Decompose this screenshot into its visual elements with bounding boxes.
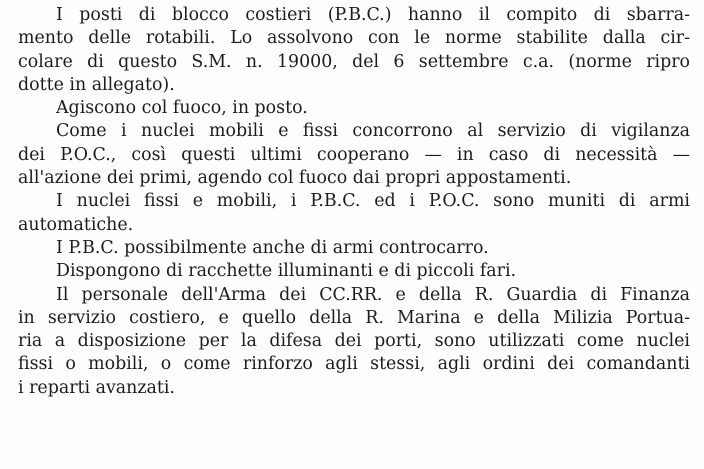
text-line: in servizio costiero, e quello della R. Marina e della Milizia Portua- — [18, 307, 690, 328]
text-line: I nuclei fissi e mobili, i P.B.C. ed i P.O.C. sono muniti di armi — [56, 191, 690, 212]
text-line: colare di questo S.M. n. 19000, del 6 settembre c.a. (norme ripro — [18, 51, 690, 72]
text-line: dotte in allegato). — [18, 74, 175, 95]
text-line: Agiscono col fuoco, in posto. — [56, 98, 308, 119]
text-line: Come i nuclei mobili e fissi concorrono al servizio di vigilanza — [56, 121, 690, 142]
text-line: I posti di blocco costieri (P.B.C.) hanno il compito di sbarra- — [56, 5, 690, 25]
text-line: automatiche. — [18, 214, 134, 235]
text-line: ria a disposizione per la difesa dei porti, sono utilizzati come nuclei — [18, 331, 690, 352]
text-line: Dispongono di racchette illuminanti e di piccoli fari. — [56, 261, 517, 282]
text-line: dei P.O.C., così questi ultimi cooperano — in caso di necessità — — [18, 144, 690, 165]
text-line: fissi o mobili, o come rinforzo agli stessi, agli ordini dei comandanti — [18, 354, 690, 375]
text-line: I P.B.C. possibilmente anche di armi controcarro. — [56, 237, 489, 258]
document-text — [18, 4, 690, 400]
text-line: Il personale dell'Arma dei CC.RR. e della R. Guardia di Finanza — [56, 284, 690, 305]
text-line: all'azione dei primi, agendo col fuoco dai propri appostamenti. — [18, 168, 572, 189]
text-line: i reparti avanzati. — [18, 377, 175, 398]
text-line: mento delle rotabili. Lo assolvono con le norme stabilite dalla cir- — [18, 28, 690, 49]
